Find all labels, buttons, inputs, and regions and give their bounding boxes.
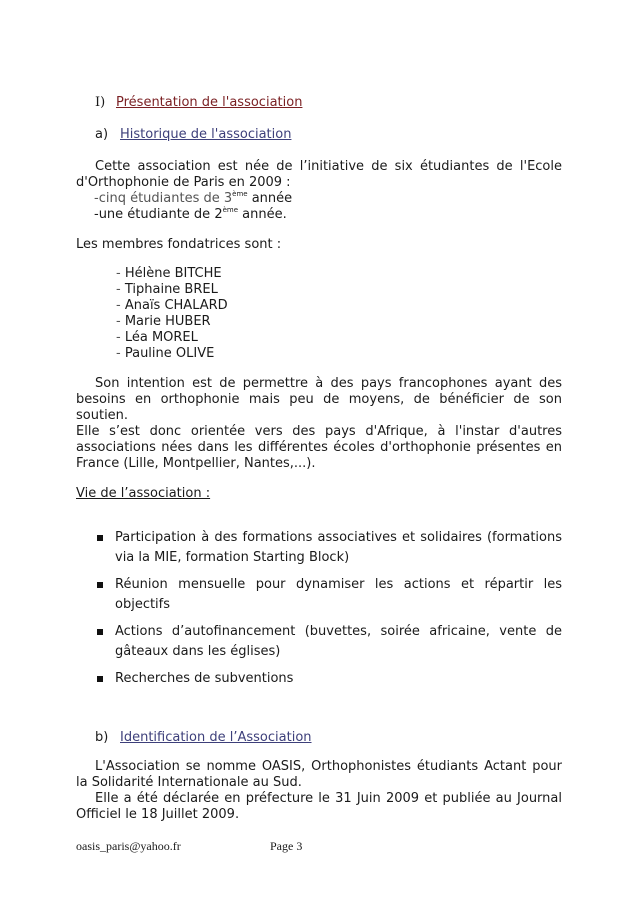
member-dash: - xyxy=(116,266,121,281)
subsection-a-letter: a) xyxy=(95,127,109,142)
member-dash: - xyxy=(116,330,121,345)
member-name: Marie HUBER xyxy=(124,314,211,329)
intro-line-1: Cette association est née de l’initiative de six étudiantes de l'Ecole xyxy=(95,159,562,174)
bullet-icon xyxy=(96,624,106,640)
members-heading: Les membres fondatrices sont : xyxy=(76,237,282,252)
member-name: Hélène BITCHE xyxy=(124,266,222,281)
bullet-icon xyxy=(96,577,106,593)
section-number: I) xyxy=(95,95,106,110)
vie-bullet-3: Actions d’autofinancement (buvettes, soirée africaine, vente de gâteaux dans les églises) xyxy=(115,624,562,659)
subsection-b-title: Identification de l’Association xyxy=(120,730,312,745)
identification-paragraph: L'Association se nomme OASIS, Orthophonistes étudiants Actant pour la Solidarité Internationale au Sud. Elle a été déclarée en préfecture le 31 Juin 2009 et publiée au Journal Officiel le 18 Juillet 2009. xyxy=(76,759,562,822)
member-item xyxy=(116,330,198,346)
member-item xyxy=(116,266,222,282)
subsection-b-letter: b) xyxy=(95,730,109,745)
member-item xyxy=(116,298,228,314)
bullet-icon xyxy=(96,530,106,546)
member-item xyxy=(116,346,214,362)
member-dash: - xyxy=(116,314,121,329)
member-dash: - xyxy=(116,298,121,313)
vie-heading: Vie de l’association : xyxy=(76,486,211,501)
vie-bullet-2: Réunion mensuelle pour dynamiser les actions et répartir les objectifs xyxy=(115,577,562,612)
bullet-icon xyxy=(96,671,106,687)
member-name: Anaïs CHALARD xyxy=(124,298,228,313)
intro-item-2: -une étudiante de 2ème année. xyxy=(94,206,287,222)
vie-bullet-1: Participation à des formations associatives et solidaires (formations via la MIE, formation Starting Block) xyxy=(115,530,562,565)
intention-paragraph: Son intention est de permettre à des pays francophones ayant des besoins en orthophonie mais peu de moyens, de bénéficier de son soutien. Elle s’est donc orientée vers des pays d'Afrique, à l'instar d'autres associations nées dans les différentes écoles d'orthophonie présentes en France (Lille, Montpellier, Nantes,...). xyxy=(76,376,562,471)
member-dash: - xyxy=(116,346,121,361)
footer-page-number: Page 3 xyxy=(270,839,303,853)
member-dash: - xyxy=(116,282,121,297)
intro-line-2: d'Orthophonie de Paris en 2009 : xyxy=(76,175,291,190)
footer-email: oasis_paris@yahoo.fr xyxy=(76,839,181,853)
intro-item-1: -cinq étudiantes de 3ème année xyxy=(94,190,293,206)
subsection-a-title: Historique de l'association xyxy=(120,127,292,142)
section-title: Présentation de l'association xyxy=(116,95,303,110)
vie-bullet-4: Recherches de subventions xyxy=(115,671,294,686)
member-name: Léa MOREL xyxy=(124,330,198,345)
member-item xyxy=(116,282,218,298)
member-name: Pauline OLIVE xyxy=(124,346,215,361)
member-name: Tiphaine BREL xyxy=(124,282,218,297)
member-item xyxy=(116,314,211,330)
